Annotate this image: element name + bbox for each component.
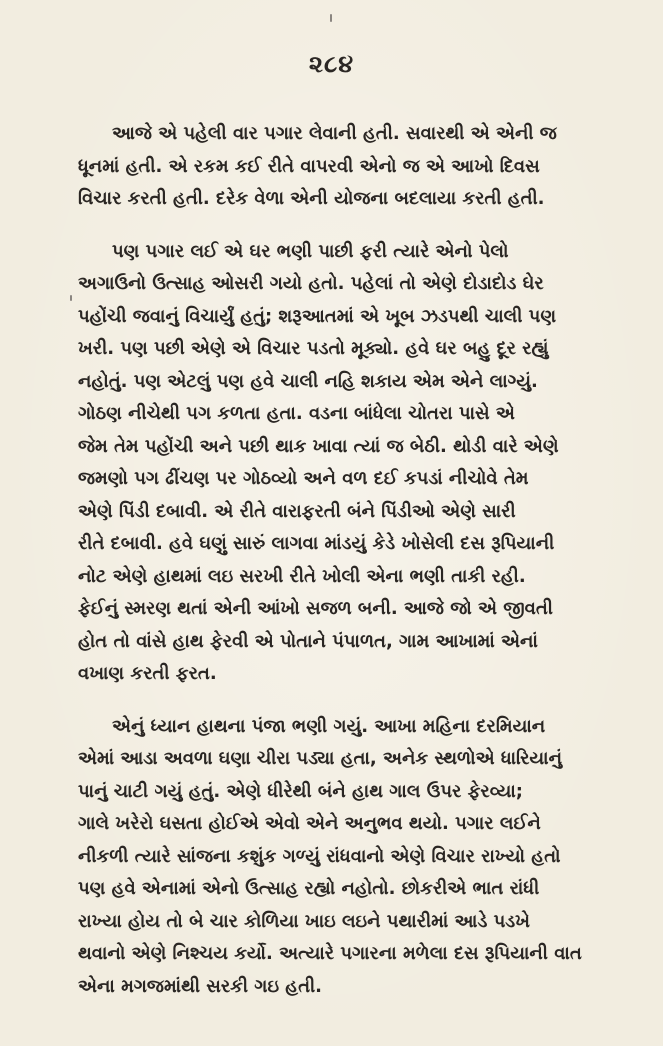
text-line: અગાઉનો ઉત્સાહ ઓસરી ગયો હતો. પહેલાં તો એણે દોડાદોડ ઘેર [78,273,544,294]
paragraph-3 [78,711,614,1004]
text-line: એમાં આડા અવળા ઘણા ચીરા પડ્યા હતા, અનેક સ્થળોએ ધારિયાનું [78,748,562,769]
text-line: એનું ધ્યાન હાથના પંજા ભણી ગયું. આખા મહિના દરમિયાન [112,715,546,737]
text-line: પહોંચી જવાનું વિચાર્યું હતું; શરૂઆતમાં એ ખૂબ ઝડપથી ચાલી પણ [78,305,557,327]
text-line: જમણો પગ ઢીંચણ પર ગોઠવ્યો અને વળ દઈ કપડાં નીચોવે તેમ [78,468,529,489]
text-line: ગોઠણ નીચેથી પગ કળતા હતા. વડના બાંધેલા ચોતરા પાસે એ [78,403,515,424]
text-line: વખાણ કરતી ફરત. [78,663,217,684]
text-line: એના મગજમાંથી સરકી ગઇ હતી. [78,975,322,997]
text-line: પાનું ચાટી ગયું હતું. એણે ધીરેથી બંને હાથ ગાલ ઉપર ફેરવ્યા; [78,780,523,802]
text-line: પણ પગાર લઈ એ ઘર ભણી પાછી ફરી ત્યારે એનો પેલો [112,240,509,262]
text-line: નહોતું. પણ એટલું પણ હવે ચાલી નહિ શકાય એમ એને લાગ્યું. [78,370,538,392]
paragraph-2 [78,236,614,691]
text-line: નોટ એણે હાથમાં લઇ સરખી રીતે ખોલી એના ભણી તાકી રહી. [78,565,526,587]
text-line: ફેઈનું સ્મરણ થતાં એની આંખો સજળ બની. આજે જો એ જીવતી [78,598,553,619]
scan-speck [330,14,332,22]
text-line: ગાલે ખરેરો ઘસતા હોઈએ એવો એને અનુભવ થયો. પગાર લઈને [78,813,541,834]
scan-speck [70,295,72,301]
paragraph-1 [78,118,614,216]
text-line: હોત તો વાંસે હાથ ફેરવી એ પોતાને પંપાળત, ગામ આખામાં એનાં [78,630,538,652]
text-line: રાખ્યા હોય તો બે ચાર કોળિયા ખાઇ લઇને પથારીમાં આડે પડખે [78,910,530,932]
text-line: ખરી. પણ પછી એણે એ વિચાર પડતો મૂક્યો. હવે ઘર બહુ દૂર રહ્યું [78,338,549,359]
text-line: રીતે દબાવી. હવે ઘણું સારું લાગવા માંડયું કેડે ખોસેલી દસ રૂપિયાની [78,533,555,554]
page-number: ૨૮૪ [308,50,355,78]
text-line: પણ હવે એનામાં એનો ઉત્સાહ રહ્યો નહોતો. છોકરીએ ભાત રાંધી [78,878,540,899]
text-line: જેમ તેમ પહોંચી અને પછી થાક ખાવા ત્યાં જ બેઠી. થોડી વારે એણે [78,435,559,457]
text-line: નીકળી ત્યારે સાંજના કશુંક ગળ્યું રાંધવાનો એણે વિચાર રાખ્યો હતો [78,845,561,867]
text-line: એણે પિંડી દબાવી. એ રીતે વારાફરતી બંને પિંડીઓ એણે સારી [78,500,516,522]
text-line: થવાનો એણે નિશ્ચય કર્યો. અત્યારે પગારના મળેલા દસ રૂપિયાની વાત [78,943,582,964]
text-line: આજે એ પહેલી વાર પગાર લેવાની હતી. સવારથી એ એની જ [112,123,557,144]
text-line: ધૂનમાં હતી. એ રકમ કઈ રીતે વાપરવી એનો જ એ આખો દિવસ [78,155,540,177]
text-line: વિચાર કરતી હતી. દરેક વેળા એની યોજના બદલાયા કરતી હતી. [78,188,545,209]
body-text [78,118,614,1023]
